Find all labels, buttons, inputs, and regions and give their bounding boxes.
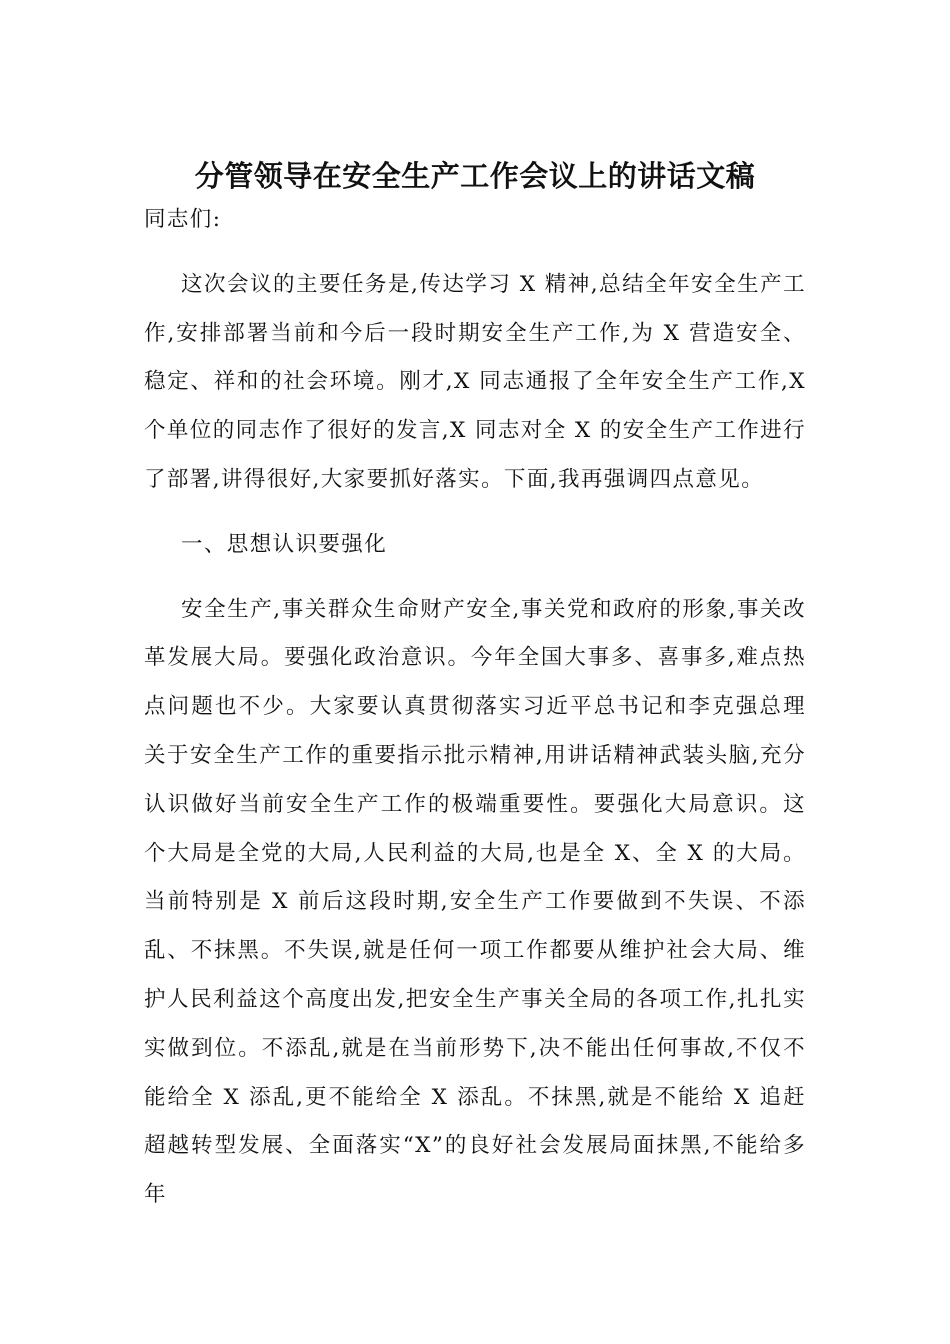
section-heading-1: 一、思想认识要强化 [181,531,388,557]
document-title: 分管领导在安全生产工作会议上的讲话文稿 [194,159,756,193]
paragraph-intro: 这次会议的主要任务是,传达学习 X 精神,总结全年安全生产工作,安排部署当前和今后一段时期安全生产工作,为 X 营造安全、稳定、祥和的社会环境。刚才,X 同志通报了全年安全生产工作,X 个单位的同志作了很好的发言,X 同志对全 X 的安全生产工作进行了部署,讲得很好,大家要抓好落实。下面,我再强调四点意见。 [144,271,806,492]
greeting: 同志们: [144,207,222,232]
paragraph-section-1: 安全生产,事关群众生命财产安全,事关党和政府的形象,事关改革发展大局。要强化政治意识。今年全国大事多、喜事多,难点热点问题也不少。大家要认真贯彻落实习近平总书记和李克强总理关于安全生产工作的重要指示批示精神,用讲话精神武装头脑,充分认识做好当前安全生产工作的极端重要性。要强化大局意识。这个大局是全党的大局,人民利益的大局,也是全 X、全 X 的大局。当前特别是 X 前后这段时期,安全生产工作要做到不失误、不添乱、不抹黑。不失误,就是任何一项工作都要从维护社会大局、维护人民利益这个高度出发,把安全生产事关全局的各项工作,扎扎实实做到位。不添乱,就是在当前形势下,决不能出任何事故,不仅不能给全 X 添乱,更不能给全 X 添乱。不抹黑,就是不能给 X 追赶超越转型发展、全面落实“X”的良好社会发展局面抹黑,不能给多年 [144,596,806,1208]
document-body [144,196,806,1236]
